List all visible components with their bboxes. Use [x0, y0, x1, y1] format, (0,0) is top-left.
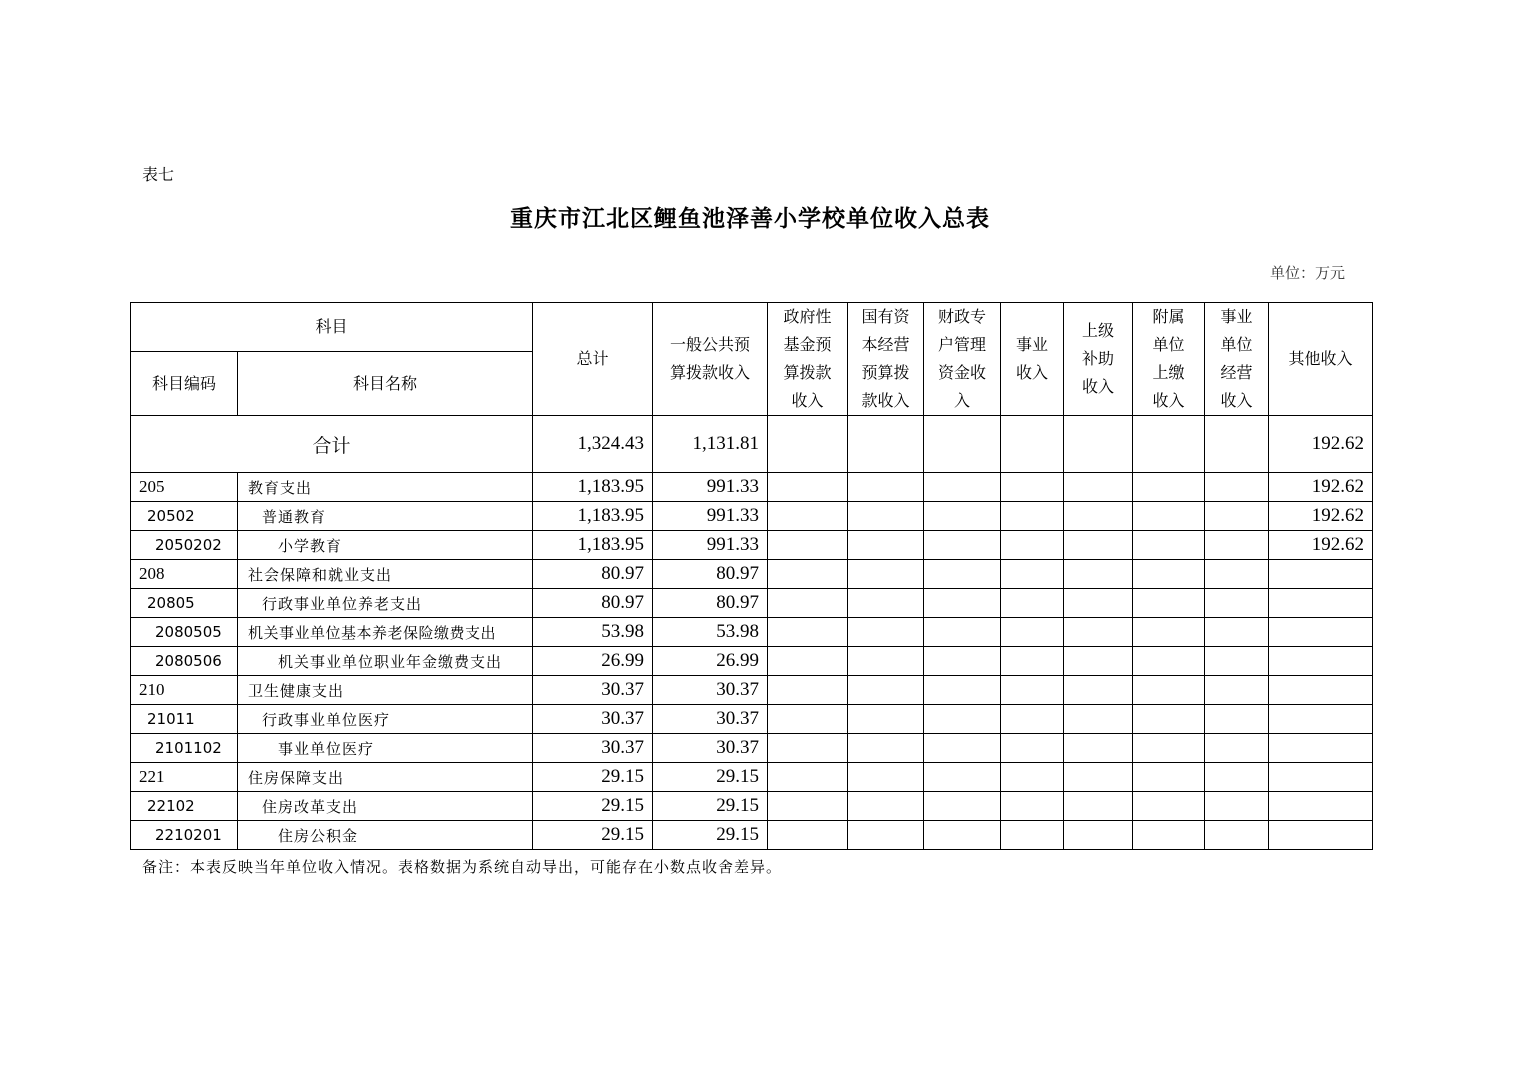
- empty-cell: [1001, 647, 1064, 676]
- empty-cell: [1001, 531, 1064, 560]
- row-general: 29.15: [653, 792, 768, 821]
- empty-cell: [924, 473, 1001, 502]
- subject-name: 行政事业单位医疗: [238, 705, 533, 734]
- row-other: [1269, 734, 1373, 763]
- table-row: [131, 589, 1373, 618]
- row-total: 1,183.95: [533, 531, 653, 560]
- subject-code: 205: [131, 473, 238, 502]
- empty-cell: [1133, 647, 1205, 676]
- header-other-income: 其他收入: [1269, 303, 1373, 416]
- empty-cell: [1205, 647, 1269, 676]
- empty-cell: [1133, 792, 1205, 821]
- header-upper-subsidy: 上级 补助 收入: [1064, 303, 1133, 416]
- row-total: 30.37: [533, 676, 653, 705]
- empty-cell: [1064, 705, 1133, 734]
- empty-cell: [924, 560, 1001, 589]
- empty-cell: [1205, 473, 1269, 502]
- row-other: [1269, 705, 1373, 734]
- empty-cell: [1205, 560, 1269, 589]
- empty-cell: [1064, 734, 1133, 763]
- header-subject-group: 科目: [131, 303, 533, 352]
- empty-cell: [924, 676, 1001, 705]
- empty-cell: [1133, 560, 1205, 589]
- header-affiliated-unit: 附属 单位 上缴 收入: [1133, 303, 1205, 416]
- subject-name: 住房改革支出: [238, 792, 533, 821]
- row-other: [1269, 792, 1373, 821]
- empty-cell: [1001, 705, 1064, 734]
- empty-cell: [924, 705, 1001, 734]
- row-general: 991.33: [653, 531, 768, 560]
- row-general: 30.37: [653, 705, 768, 734]
- empty-cell: [1064, 589, 1133, 618]
- empty-cell: [768, 502, 848, 531]
- empty-cell: [924, 502, 1001, 531]
- subject-name: 教育支出: [238, 473, 533, 502]
- table-row: [131, 763, 1373, 792]
- empty-cell: [1205, 589, 1269, 618]
- empty-cell: [1205, 734, 1269, 763]
- empty-cell: [1001, 734, 1064, 763]
- row-total: 30.37: [533, 705, 653, 734]
- empty-cell: [1205, 763, 1269, 792]
- empty-cell: [768, 416, 848, 473]
- row-other: [1269, 763, 1373, 792]
- table-row: [131, 473, 1373, 502]
- header-operating-income: 事业 单位 经营 收入: [1205, 303, 1269, 416]
- row-other: [1269, 589, 1373, 618]
- row-other: 192.62: [1269, 531, 1373, 560]
- empty-cell: [924, 647, 1001, 676]
- row-other: [1269, 618, 1373, 647]
- empty-cell: [848, 473, 924, 502]
- subject-code: 2080506: [131, 647, 238, 676]
- empty-cell: [1001, 589, 1064, 618]
- row-other: [1269, 560, 1373, 589]
- empty-cell: [924, 416, 1001, 473]
- empty-cell: [1133, 589, 1205, 618]
- subject-code: 21011: [131, 705, 238, 734]
- row-general: 80.97: [653, 560, 768, 589]
- row-general: 53.98: [653, 618, 768, 647]
- income-table: [130, 302, 1373, 850]
- empty-cell: [924, 792, 1001, 821]
- subject-name: 机关事业单位职业年金缴费支出: [238, 647, 533, 676]
- empty-cell: [1064, 676, 1133, 705]
- row-general: 991.33: [653, 473, 768, 502]
- empty-cell: [768, 792, 848, 821]
- footnote: 备注：本表反映当年单位收入情况。表格数据为系统自动导出，可能存在小数点收舍差异。: [142, 858, 783, 876]
- subject-code: 2080505: [131, 618, 238, 647]
- empty-cell: [848, 618, 924, 647]
- row-general: 991.33: [653, 502, 768, 531]
- table-row: [131, 618, 1373, 647]
- empty-cell: [1205, 821, 1269, 850]
- empty-cell: [768, 763, 848, 792]
- subject-code: 20502: [131, 502, 238, 531]
- row-other: [1269, 821, 1373, 850]
- empty-cell: [848, 531, 924, 560]
- subject-name: 小学教育: [238, 531, 533, 560]
- empty-cell: [768, 705, 848, 734]
- empty-cell: [1064, 821, 1133, 850]
- empty-cell: [1064, 560, 1133, 589]
- empty-cell: [848, 734, 924, 763]
- empty-cell: [1133, 821, 1205, 850]
- total-other: 192.62: [1269, 416, 1373, 473]
- empty-cell: [848, 416, 924, 473]
- empty-cell: [768, 647, 848, 676]
- empty-cell: [768, 676, 848, 705]
- table-row: [131, 734, 1373, 763]
- empty-cell: [1133, 734, 1205, 763]
- row-general: 26.99: [653, 647, 768, 676]
- empty-cell: [1001, 763, 1064, 792]
- row-other: 192.62: [1269, 473, 1373, 502]
- row-total: 1,183.95: [533, 473, 653, 502]
- total-row: [131, 416, 1373, 473]
- empty-cell: [768, 531, 848, 560]
- empty-cell: [768, 589, 848, 618]
- empty-cell: [768, 473, 848, 502]
- empty-cell: [924, 589, 1001, 618]
- empty-cell: [1133, 763, 1205, 792]
- empty-cell: [1133, 502, 1205, 531]
- empty-cell: [1001, 676, 1064, 705]
- empty-cell: [848, 705, 924, 734]
- empty-cell: [1133, 676, 1205, 705]
- empty-cell: [768, 821, 848, 850]
- empty-cell: [768, 560, 848, 589]
- empty-cell: [848, 560, 924, 589]
- empty-cell: [1001, 792, 1064, 821]
- subject-code: 2101102: [131, 734, 238, 763]
- header-state-capital: 国有资 本经营 预算拨 款收入: [848, 303, 924, 416]
- table-row: [131, 560, 1373, 589]
- subject-name: 住房公积金: [238, 821, 533, 850]
- empty-cell: [1064, 647, 1133, 676]
- table-number-label: 表七: [142, 165, 175, 184]
- subject-name: 行政事业单位养老支出: [238, 589, 533, 618]
- empty-cell: [768, 618, 848, 647]
- row-general: 80.97: [653, 589, 768, 618]
- empty-cell: [1064, 792, 1133, 821]
- empty-cell: [1001, 618, 1064, 647]
- empty-cell: [1205, 502, 1269, 531]
- subject-code: 22102: [131, 792, 238, 821]
- empty-cell: [1205, 618, 1269, 647]
- subject-code: 2210201: [131, 821, 238, 850]
- header-subject-name: 科目名称: [238, 352, 533, 416]
- subject-name: 卫生健康支出: [238, 676, 533, 705]
- empty-cell: [848, 647, 924, 676]
- table-row: [131, 821, 1373, 850]
- subject-name: 机关事业单位基本养老保险缴费支出: [238, 618, 533, 647]
- row-total: 30.37: [533, 734, 653, 763]
- empty-cell: [848, 792, 924, 821]
- row-total: 29.15: [533, 821, 653, 850]
- subject-code: 210: [131, 676, 238, 705]
- empty-cell: [848, 502, 924, 531]
- page-title: 重庆市江北区鲤鱼池泽善小学校单位收入总表: [510, 205, 990, 232]
- empty-cell: [1064, 502, 1133, 531]
- row-total: 29.15: [533, 763, 653, 792]
- empty-cell: [768, 734, 848, 763]
- table-row: [131, 647, 1373, 676]
- table-row: [131, 705, 1373, 734]
- empty-cell: [924, 821, 1001, 850]
- row-total: 29.15: [533, 792, 653, 821]
- empty-cell: [924, 763, 1001, 792]
- empty-cell: [1205, 792, 1269, 821]
- row-total: 80.97: [533, 589, 653, 618]
- total-general: 1,131.81: [653, 416, 768, 473]
- table-row: [131, 792, 1373, 821]
- empty-cell: [1064, 531, 1133, 560]
- header-career-income: 事业 收入: [1001, 303, 1064, 416]
- table-row: [131, 502, 1373, 531]
- subject-code: 208: [131, 560, 238, 589]
- subject-name: 普通教育: [238, 502, 533, 531]
- empty-cell: [1205, 416, 1269, 473]
- table-row: [131, 531, 1373, 560]
- empty-cell: [848, 589, 924, 618]
- subject-name: 事业单位医疗: [238, 734, 533, 763]
- empty-cell: [848, 821, 924, 850]
- unit-label: 单位：万元: [1270, 264, 1346, 282]
- empty-cell: [1133, 618, 1205, 647]
- subject-code: 2050202: [131, 531, 238, 560]
- empty-cell: [848, 763, 924, 792]
- empty-cell: [1064, 763, 1133, 792]
- row-other: [1269, 676, 1373, 705]
- row-general: 29.15: [653, 763, 768, 792]
- empty-cell: [1064, 473, 1133, 502]
- row-other: 192.62: [1269, 502, 1373, 531]
- header-general-budget: 一般公共预 算拨款收入: [653, 303, 768, 416]
- empty-cell: [1001, 502, 1064, 531]
- empty-cell: [1001, 560, 1064, 589]
- empty-cell: [1064, 618, 1133, 647]
- empty-cell: [1205, 676, 1269, 705]
- row-total: 1,183.95: [533, 502, 653, 531]
- empty-cell: [1001, 821, 1064, 850]
- header-subject-code: 科目编码: [131, 352, 238, 416]
- subject-code: 20805: [131, 589, 238, 618]
- header-gov-fund: 政府性 基金预 算拨款 收入: [768, 303, 848, 416]
- empty-cell: [924, 734, 1001, 763]
- empty-cell: [1064, 416, 1133, 473]
- empty-cell: [1001, 416, 1064, 473]
- empty-cell: [1133, 705, 1205, 734]
- empty-cell: [1205, 705, 1269, 734]
- empty-cell: [1133, 531, 1205, 560]
- subject-name: 社会保障和就业支出: [238, 560, 533, 589]
- row-total: 80.97: [533, 560, 653, 589]
- total-label: 合计: [131, 416, 533, 473]
- row-general: 29.15: [653, 821, 768, 850]
- empty-cell: [1133, 416, 1205, 473]
- empty-cell: [924, 531, 1001, 560]
- table-row: [131, 676, 1373, 705]
- subject-name: 住房保障支出: [238, 763, 533, 792]
- total-sum: 1,324.43: [533, 416, 653, 473]
- row-total: 26.99: [533, 647, 653, 676]
- row-total: 53.98: [533, 618, 653, 647]
- row-general: 30.37: [653, 734, 768, 763]
- row-general: 30.37: [653, 676, 768, 705]
- row-other: [1269, 647, 1373, 676]
- empty-cell: [1205, 531, 1269, 560]
- empty-cell: [924, 618, 1001, 647]
- header-total: 总计: [533, 303, 653, 416]
- empty-cell: [1001, 473, 1064, 502]
- header-special-account: 财政专 户管理 资金收 入: [924, 303, 1001, 416]
- empty-cell: [848, 676, 924, 705]
- subject-code: 221: [131, 763, 238, 792]
- empty-cell: [1133, 473, 1205, 502]
